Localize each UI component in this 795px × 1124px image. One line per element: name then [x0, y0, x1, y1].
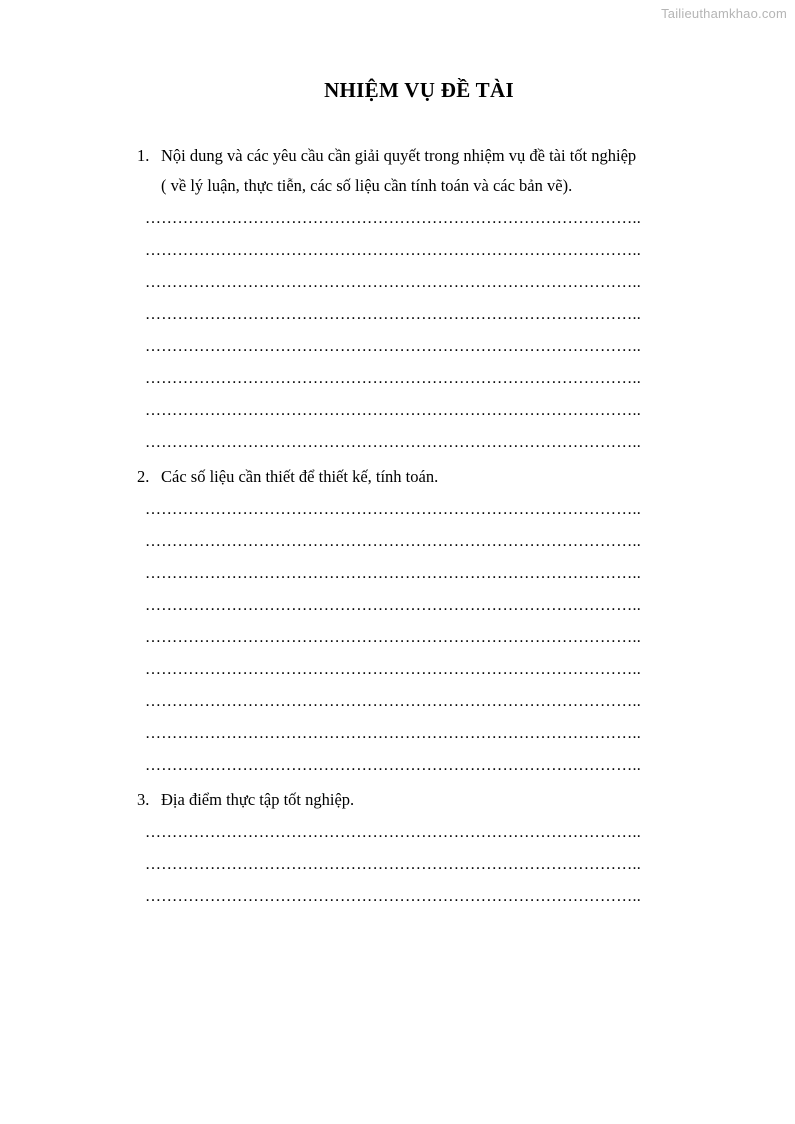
- fill-in-line[interactable]: ………………………………………………………………………………..: [145, 693, 641, 710]
- fill-in-line[interactable]: ………………………………………………………………………………..: [145, 856, 641, 873]
- fill-in-line[interactable]: ………………………………………………………………………………..: [145, 370, 641, 387]
- watermark: Tailieuthamkhao.com: [661, 6, 787, 21]
- fill-in-line[interactable]: ………………………………………………………………………………..: [145, 565, 641, 582]
- section-subheading: ( về lý luận, thực tiễn, các số liệu cần tính toán và các bản vẽ).: [161, 176, 573, 195]
- fill-in-line[interactable]: ………………………………………………………………………………..: [145, 757, 641, 774]
- section-heading-text: Các số liệu cần thiết để thiết kế, tính toán.: [161, 467, 439, 486]
- section-content-requirements: [137, 141, 737, 459]
- fill-in-area: [137, 494, 737, 782]
- fill-in-line[interactable]: ………………………………………………………………………………..: [145, 597, 641, 614]
- section-number: 3.: [137, 790, 150, 809]
- section-heading: [137, 785, 737, 815]
- section-internship-location: [137, 785, 737, 913]
- fill-in-line[interactable]: ………………………………………………………………………………..: [145, 629, 641, 646]
- fill-in-area: [137, 817, 737, 913]
- fill-in-line[interactable]: ………………………………………………………………………………..: [145, 824, 641, 841]
- section-heading-text: Địa điểm thực tập tốt nghiệp.: [161, 790, 355, 809]
- fill-in-line[interactable]: ………………………………………………………………………………..: [145, 888, 641, 905]
- section-heading: [137, 141, 737, 171]
- section-number: 2.: [137, 467, 150, 486]
- fill-in-line[interactable]: ………………………………………………………………………………..: [145, 402, 641, 419]
- fill-in-line[interactable]: ………………………………………………………………………………..: [145, 434, 641, 451]
- section-number: 1.: [137, 146, 150, 165]
- fill-in-line[interactable]: ………………………………………………………………………………..: [145, 306, 641, 323]
- fill-in-line[interactable]: ………………………………………………………………………………..: [145, 338, 641, 355]
- section-heading-text: Nội dung và các yêu cầu cần giải quyết trong nhiệm vụ đề tài tốt nghiệp: [161, 146, 637, 165]
- fill-in-line[interactable]: ………………………………………………………………………………..: [145, 725, 641, 742]
- fill-in-line[interactable]: ………………………………………………………………………………..: [145, 501, 641, 518]
- section-heading: [137, 462, 737, 492]
- fill-in-line[interactable]: ………………………………………………………………………………..: [145, 661, 641, 678]
- fill-in-line[interactable]: ………………………………………………………………………………..: [145, 274, 641, 291]
- page-title: NHIỆM VỤ ĐỀ TÀI: [324, 78, 514, 102]
- fill-in-line[interactable]: ………………………………………………………………………………..: [145, 533, 641, 550]
- section-required-data: [137, 462, 737, 782]
- fill-in-line[interactable]: ………………………………………………………………………………..: [145, 242, 641, 259]
- fill-in-area: [137, 203, 737, 459]
- fill-in-line[interactable]: ………………………………………………………………………………..: [145, 210, 641, 227]
